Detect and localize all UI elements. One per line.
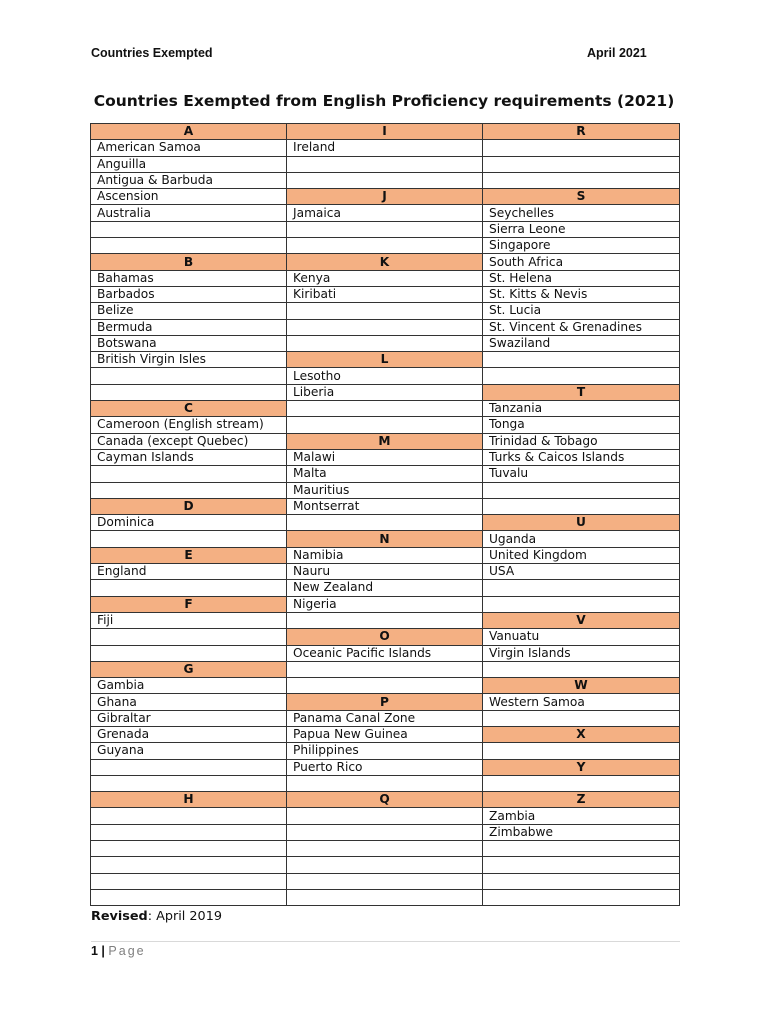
country-cell: St. Kitts & Nevis xyxy=(483,286,680,302)
country-cell: New Zealand xyxy=(287,580,483,596)
document-title: Countries Exempted from English Proficiency requirements (2021) xyxy=(93,92,675,110)
country-cell: Zimbabwe xyxy=(483,824,680,840)
empty-cell xyxy=(483,498,680,514)
letter-header-cell: K xyxy=(287,254,483,270)
empty-cell xyxy=(287,661,483,677)
country-cell: Bahamas xyxy=(91,270,287,286)
letter-header-cell: N xyxy=(287,531,483,547)
country-cell: Vanuatu xyxy=(483,629,680,645)
table-row xyxy=(91,759,680,775)
country-cell: Ireland xyxy=(287,140,483,156)
empty-cell xyxy=(483,156,680,172)
table-row xyxy=(91,433,680,449)
table-row xyxy=(91,726,680,742)
country-cell: Bermuda xyxy=(91,319,287,335)
country-cell: Lesotho xyxy=(287,368,483,384)
table-row xyxy=(91,254,680,270)
letter-header-cell: R xyxy=(483,124,680,140)
revised-date: : April 2019 xyxy=(147,909,222,924)
empty-cell xyxy=(483,661,680,677)
countries-table-body xyxy=(91,124,680,906)
empty-cell xyxy=(91,645,287,661)
country-cell: Barbados xyxy=(91,286,287,302)
table-row xyxy=(91,580,680,596)
country-cell: Anguilla xyxy=(91,156,287,172)
table-row xyxy=(91,124,680,140)
table-row xyxy=(91,547,680,563)
country-cell: South Africa xyxy=(483,254,680,270)
empty-cell xyxy=(287,612,483,628)
table-row xyxy=(91,286,680,302)
country-cell: Gibraltar xyxy=(91,710,287,726)
empty-cell xyxy=(287,808,483,824)
country-cell: Cayman Islands xyxy=(91,449,287,465)
empty-cell xyxy=(91,482,287,498)
country-cell: Kiribati xyxy=(287,286,483,302)
empty-cell xyxy=(91,759,287,775)
empty-cell xyxy=(287,417,483,433)
table-row xyxy=(91,775,680,791)
empty-cell xyxy=(483,743,680,759)
empty-cell xyxy=(287,172,483,188)
empty-cell xyxy=(287,873,483,889)
country-cell: Jamaica xyxy=(287,205,483,221)
country-cell: Oceanic Pacific Islands xyxy=(287,645,483,661)
country-cell: Puerto Rico xyxy=(287,759,483,775)
table-row xyxy=(91,368,680,384)
country-cell: Malawi xyxy=(287,449,483,465)
table-row xyxy=(91,873,680,889)
empty-cell xyxy=(287,303,483,319)
table-row xyxy=(91,808,680,824)
country-cell: Nigeria xyxy=(287,596,483,612)
country-cell: Tanzania xyxy=(483,401,680,417)
country-cell: Panama Canal Zone xyxy=(287,710,483,726)
letter-header-cell: G xyxy=(91,661,287,677)
empty-cell xyxy=(287,238,483,254)
letter-header-cell: H xyxy=(91,792,287,808)
empty-cell xyxy=(287,841,483,857)
country-cell: American Samoa xyxy=(91,140,287,156)
empty-cell xyxy=(483,172,680,188)
empty-cell xyxy=(91,889,287,905)
empty-cell xyxy=(91,466,287,482)
table-row xyxy=(91,466,680,482)
letter-header-cell: D xyxy=(91,498,287,514)
empty-cell xyxy=(91,841,287,857)
letter-header-cell: U xyxy=(483,515,680,531)
country-cell: Cameroon (English stream) xyxy=(91,417,287,433)
country-cell: Dominica xyxy=(91,515,287,531)
country-cell: England xyxy=(91,564,287,580)
country-cell: Canada (except Quebec) xyxy=(91,433,287,449)
table-row xyxy=(91,335,680,351)
page-footer xyxy=(91,944,146,958)
country-cell: Virgin Islands xyxy=(483,645,680,661)
country-cell: Swaziland xyxy=(483,335,680,351)
empty-cell xyxy=(91,857,287,873)
letter-header-cell: J xyxy=(287,189,483,205)
country-cell: Ascension xyxy=(91,189,287,205)
page-label: Page xyxy=(108,944,146,958)
letter-header-cell: T xyxy=(483,384,680,400)
country-cell: Tonga xyxy=(483,417,680,433)
letter-header-cell: I xyxy=(287,124,483,140)
countries-table xyxy=(90,123,680,906)
empty-cell xyxy=(483,857,680,873)
table-row xyxy=(91,156,680,172)
country-cell: Montserrat xyxy=(287,498,483,514)
country-cell: Seychelles xyxy=(483,205,680,221)
country-cell: Singapore xyxy=(483,238,680,254)
empty-cell xyxy=(483,368,680,384)
empty-cell xyxy=(483,775,680,791)
table-row xyxy=(91,140,680,156)
table-row xyxy=(91,612,680,628)
country-cell: Nauru xyxy=(287,564,483,580)
country-cell: Mauritius xyxy=(287,482,483,498)
table-row xyxy=(91,596,680,612)
table-row xyxy=(91,449,680,465)
table-row xyxy=(91,352,680,368)
letter-header-cell: W xyxy=(483,678,680,694)
empty-cell xyxy=(287,319,483,335)
country-cell: Gambia xyxy=(91,678,287,694)
empty-cell xyxy=(287,678,483,694)
revised-label: Revised xyxy=(91,909,148,924)
empty-cell xyxy=(483,580,680,596)
empty-cell xyxy=(483,889,680,905)
empty-cell xyxy=(287,824,483,840)
empty-cell xyxy=(483,841,680,857)
empty-cell xyxy=(91,238,287,254)
table-row xyxy=(91,498,680,514)
table-row xyxy=(91,172,680,188)
country-cell: Antigua & Barbuda xyxy=(91,172,287,188)
letter-header-cell: V xyxy=(483,612,680,628)
country-cell: St. Helena xyxy=(483,270,680,286)
country-cell: Sierra Leone xyxy=(483,221,680,237)
country-cell: Fiji xyxy=(91,612,287,628)
table-row xyxy=(91,824,680,840)
table-row xyxy=(91,792,680,808)
letter-header-cell: S xyxy=(483,189,680,205)
page-separator: | xyxy=(97,944,109,958)
empty-cell xyxy=(483,873,680,889)
country-cell: Guyana xyxy=(91,743,287,759)
table-row xyxy=(91,661,680,677)
empty-cell xyxy=(91,221,287,237)
country-cell: St. Lucia xyxy=(483,303,680,319)
table-row xyxy=(91,401,680,417)
country-cell: Australia xyxy=(91,205,287,221)
letter-header-cell: L xyxy=(287,352,483,368)
table-row xyxy=(91,531,680,547)
letter-header-cell: Z xyxy=(483,792,680,808)
empty-cell xyxy=(483,482,680,498)
table-row xyxy=(91,710,680,726)
table-row xyxy=(91,564,680,580)
table-row xyxy=(91,678,680,694)
empty-cell xyxy=(287,515,483,531)
empty-cell xyxy=(287,857,483,873)
empty-cell xyxy=(91,384,287,400)
letter-header-cell: C xyxy=(91,401,287,417)
empty-cell xyxy=(483,596,680,612)
empty-cell xyxy=(91,808,287,824)
letter-header-cell: B xyxy=(91,254,287,270)
empty-cell xyxy=(287,775,483,791)
page-number: 1 xyxy=(91,944,98,958)
empty-cell xyxy=(91,580,287,596)
country-cell: Philippines xyxy=(287,743,483,759)
country-cell: United Kingdom xyxy=(483,547,680,563)
table-row xyxy=(91,303,680,319)
country-cell: St. Vincent & Grenadines xyxy=(483,319,680,335)
table-row xyxy=(91,205,680,221)
empty-cell xyxy=(287,889,483,905)
empty-cell xyxy=(483,710,680,726)
country-cell: Belize xyxy=(91,303,287,319)
letter-header-cell: P xyxy=(287,694,483,710)
table-row xyxy=(91,743,680,759)
header-left-text: Countries Exempted xyxy=(91,46,213,60)
country-cell: Western Samoa xyxy=(483,694,680,710)
country-cell: Papua New Guinea xyxy=(287,726,483,742)
country-cell: Zambia xyxy=(483,808,680,824)
table-row xyxy=(91,629,680,645)
empty-cell xyxy=(287,401,483,417)
empty-cell xyxy=(91,873,287,889)
table-row xyxy=(91,645,680,661)
table-row xyxy=(91,482,680,498)
country-cell: Ghana xyxy=(91,694,287,710)
country-cell: Malta xyxy=(287,466,483,482)
country-cell: Trinidad & Tobago xyxy=(483,433,680,449)
table-row xyxy=(91,694,680,710)
country-cell: Grenada xyxy=(91,726,287,742)
table-row xyxy=(91,515,680,531)
country-cell: British Virgin Isles xyxy=(91,352,287,368)
table-row xyxy=(91,857,680,873)
empty-cell xyxy=(91,368,287,384)
table-row xyxy=(91,238,680,254)
table-row xyxy=(91,889,680,905)
letter-header-cell: Y xyxy=(483,759,680,775)
empty-cell xyxy=(91,531,287,547)
letter-header-cell: X xyxy=(483,726,680,742)
country-cell: Turks & Caicos Islands xyxy=(483,449,680,465)
empty-cell xyxy=(287,335,483,351)
letter-header-cell: F xyxy=(91,596,287,612)
table-row xyxy=(91,319,680,335)
country-cell: Botswana xyxy=(91,335,287,351)
letter-header-cell: O xyxy=(287,629,483,645)
revised-note xyxy=(91,909,222,924)
empty-cell xyxy=(483,352,680,368)
empty-cell xyxy=(91,629,287,645)
table-row xyxy=(91,384,680,400)
country-cell: USA xyxy=(483,564,680,580)
country-cell: Namibia xyxy=(287,547,483,563)
empty-cell xyxy=(91,775,287,791)
country-cell: Uganda xyxy=(483,531,680,547)
country-cell: Tuvalu xyxy=(483,466,680,482)
empty-cell xyxy=(91,824,287,840)
empty-cell xyxy=(483,140,680,156)
letter-header-cell: M xyxy=(287,433,483,449)
empty-cell xyxy=(287,156,483,172)
empty-cell xyxy=(287,221,483,237)
country-cell: Kenya xyxy=(287,270,483,286)
letter-header-cell: Q xyxy=(287,792,483,808)
letter-header-cell: E xyxy=(91,547,287,563)
letter-header-cell: A xyxy=(91,124,287,140)
table-row xyxy=(91,270,680,286)
table-row xyxy=(91,189,680,205)
header-date: April 2021 xyxy=(587,46,647,60)
footer-divider xyxy=(91,941,680,942)
country-cell: Liberia xyxy=(287,384,483,400)
table-row xyxy=(91,841,680,857)
table-row xyxy=(91,221,680,237)
table-row xyxy=(91,417,680,433)
